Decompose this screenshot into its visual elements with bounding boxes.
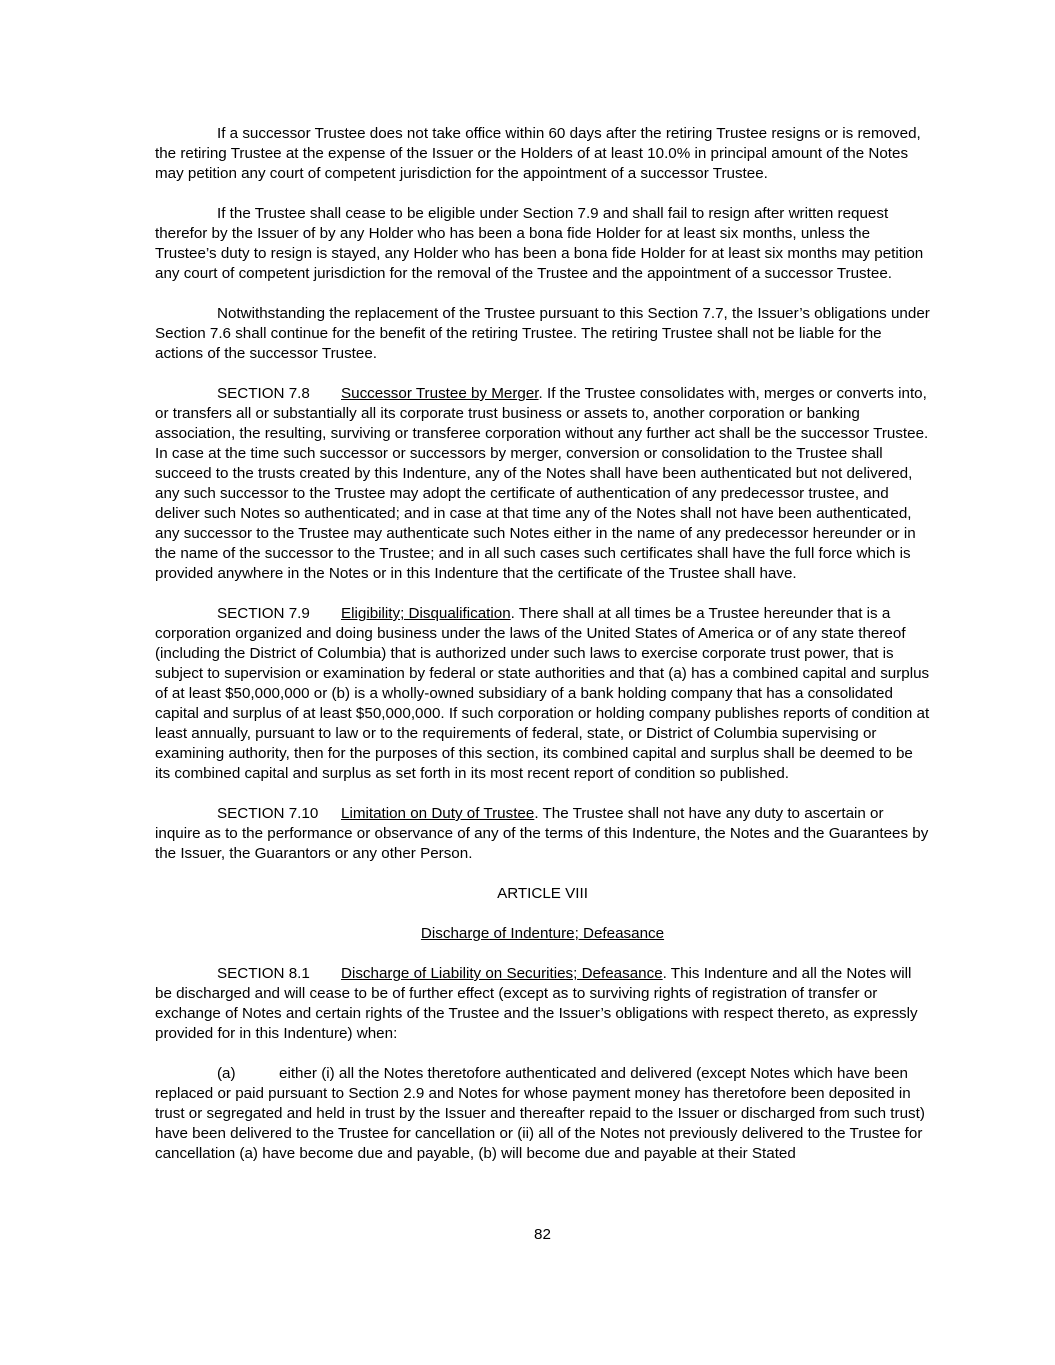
section-8-1 — [155, 964, 930, 1044]
section-7-10-body: . The Trustee shall not have any duty to ascertain or inquire as to the performance or observance of any of the terms of this Indenture, the Notes and the Guarantees by the Issuer, the Guarantors or any other Person. — [155, 805, 929, 862]
page-number: 82 — [534, 1226, 551, 1243]
article-heading: ARTICLE VIII — [497, 885, 588, 902]
section-7-10 — [155, 804, 930, 864]
paragraph-successor-not-taking-office: If a successor Trustee does not take office within 60 days after the retiring Trustee resigns or is removed, the retiring Trustee at the expense of the Issuer or the Holders of at least 10.0% in principal amount of the Notes may petition any court of competent jurisdiction for the appointment of a successor Trustee. — [155, 125, 921, 182]
section-7-10-title: Limitation on Duty of Trustee — [341, 805, 535, 822]
article-title-text: Discharge of Indenture; Defeasance — [420, 925, 665, 942]
section-7-9 — [155, 604, 930, 784]
section-8-1-number: SECTION 8.1 — [217, 965, 310, 982]
section-7-8-number: SECTION 7.8 — [217, 385, 310, 402]
clause-a-label: (a) — [217, 1065, 236, 1082]
section-7-8-body: . If the Trustee consolidates with, merges or converts into, or transfers all or substantially all its corporate trust business or assets to, another corporation or banking association, the resulting, surviving or transferee corporation without any further act shall be the successor Trustee. In case at the time such successor or successors by merger, conversion or consolidation to the Trustee shall succeed to the trusts created by this Indenture, any of the Notes shall have been authenticated but not delivered, any such successor to the Trustee may adopt the certificate of authentication of any predecessor trustee, and deliver such Notes so authenticated; and in case at that time any of the Notes shall not have been authenticated, any successor to the Trustee may authenticate such Notes either in the name of any predecessor hereunder or in the name of the successor to the Trustee; and in all such cases such certificates shall have the full force which is provided anywhere in the Notes or in this Indenture that the certificate of the Trustee shall have. — [155, 385, 929, 582]
article-title — [155, 924, 930, 944]
paragraph-trustee-ineligible: If the Trustee shall cease to be eligible under Section 7.9 and shall fail to resign after written request therefor by the Issuer of by any Holder who has been a bona fide Holder for at least six months, unless the Trustee’s duty to resign is stayed, any Holder who has been a bona fide Holder for at least six months may petition any court of competent jurisdiction for the removal of the Trustee and the appointment of a successor Trustee. — [155, 205, 924, 282]
section-8-1-title: Discharge of Liability on Securities; Defeasance — [341, 965, 663, 982]
section-7-9-number: SECTION 7.9 — [217, 605, 310, 622]
section-7-9-title: Eligibility; Disqualification — [341, 605, 511, 622]
section-7-8 — [155, 384, 930, 584]
document-page — [155, 124, 930, 1164]
clause-a — [155, 1064, 930, 1164]
paragraph-replacement-obligations: Notwithstanding the replacement of the Trustee pursuant to this Section 7.7, the Issuer’s obligations under Section 7.6 shall continue for the benefit of the retiring Trustee. The retiring Trustee shall not be liable for the actions of the successor Trustee. — [155, 305, 930, 362]
section-7-9-body: . There shall at all times be a Trustee hereunder that is a corporation organized and doing business under the laws of the United States of America or of any state thereof (including the District of Columbia) that is authorized under such laws to exercise corporate trust power, that is subject to supervision or examination by federal or state authorities and that (a) has a combined capital and surplus of at least $50,000,000 or (b) is a wholly-owned subsidiary of a bank holding company that has a consolidated capital and surplus of at least $50,000,000. If such corporation or holding company publishes reports of condition at least annually, pursuant to law or to the requirements of federal, state, or District of Columbia supervising or examining authority, then for the purposes of this section, its combined capital and surplus shall be deemed to be its combined capital and surplus as set forth in its most recent report of condition so published. — [155, 605, 930, 782]
section-7-10-number: SECTION 7.10 — [217, 805, 319, 822]
section-7-8-title: Successor Trustee by Merger — [341, 385, 539, 402]
section-8-1-body: . This Indenture and all the Notes will be discharged and will cease to be of further effect (except as to surviving rights of registration of transfer or exchange of Notes and certain rights of the Trustee and the Issuer’s obligations with respect thereto, as expressly provided for in this Indenture) when: — [155, 965, 918, 1042]
clause-a-body: either (i) all the Notes theretofore authenticated and delivered (except Notes which have been replaced or paid pursuant to Section 2.9 and Notes for whose payment money has theretofore been deposited in trust or segregated and held in trust by the Issuer and thereafter repaid to the Issuer or discharged from such trust) have been delivered to the Trustee for cancellation or (ii) all of the Notes not previously delivered to the Trustee for cancellation (a) have become due and payable, (b) will become due and payable at their Stated — [155, 1065, 925, 1162]
